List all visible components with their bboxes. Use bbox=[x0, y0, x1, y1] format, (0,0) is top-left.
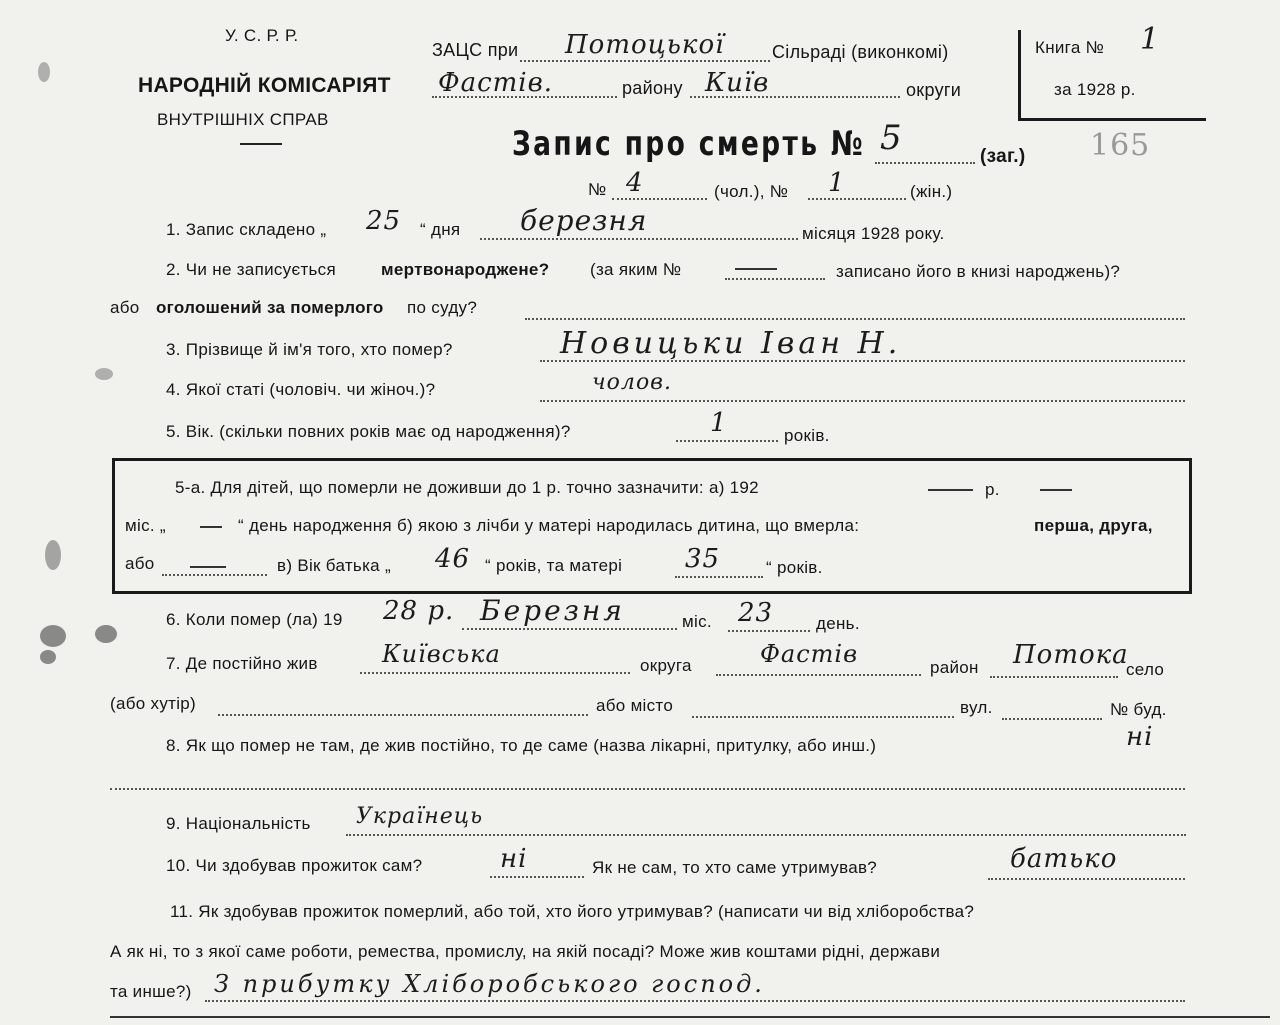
ink-smudge bbox=[40, 650, 56, 664]
item10-supporter-handwritten: батько bbox=[1010, 844, 1118, 874]
item7b-khutir-line bbox=[218, 714, 588, 716]
item2b-suffix: по суду? bbox=[407, 298, 478, 317]
okruh-line bbox=[690, 96, 900, 98]
item2-suffix: записано його в книзі народжень)? bbox=[836, 262, 1121, 281]
record-number-line bbox=[875, 162, 975, 164]
item7-village-handwritten: Потока bbox=[1013, 640, 1129, 670]
item7-raion-handwritten: Фастів bbox=[760, 640, 859, 668]
item5a-line1: 5-а. Для дітей, що померли не доживши до 1 р. точно зазначити: а) 192 bbox=[175, 478, 759, 497]
item7-village-line bbox=[990, 676, 1118, 678]
item8-label: 8. Як що помер не там, де жив постійно, то де саме (назва лікарні, притулку, або инш.) bbox=[166, 736, 877, 755]
item7-raion-line bbox=[716, 674, 921, 676]
item2-prefix: 2. Чи не записується bbox=[166, 260, 336, 279]
item11-line3: та инше?) bbox=[110, 982, 192, 1001]
header-internal-affairs: ВНУТРІШНІХ СПРАВ bbox=[157, 110, 329, 129]
item7b-street: вул. bbox=[960, 698, 993, 717]
ink-smudge bbox=[95, 368, 113, 380]
book-year: за 1928 р. bbox=[1054, 80, 1136, 99]
item6-month-handwritten: Березня bbox=[480, 594, 625, 627]
item9-label: 9. Національність bbox=[166, 814, 311, 833]
record-number-handwritten: 5 bbox=[880, 118, 903, 158]
female-count-handwritten: 1 bbox=[828, 168, 846, 198]
item7b-city: або місто bbox=[596, 696, 674, 715]
zags-prefix: ЗАЦС при bbox=[432, 40, 519, 60]
header-commissariat: НАРОДНІЙ КОМІСАРІЯТ bbox=[138, 74, 391, 97]
item1-prefix: 1. Запис складено „ bbox=[166, 220, 327, 239]
item7-prefix: 7. Де постійно жив bbox=[166, 654, 318, 673]
male-count-handwritten: 4 bbox=[626, 168, 644, 198]
item6-year-handwritten: 28 р. bbox=[383, 596, 455, 626]
zags-line bbox=[520, 60, 770, 62]
item5a-mother-line bbox=[675, 576, 763, 578]
item3-label: 3. Прізвище й ім'я того, хто помер? bbox=[166, 340, 453, 359]
item9-nationality-handwritten: Українець bbox=[356, 804, 484, 829]
ink-smudge bbox=[40, 625, 66, 647]
record-suffix: (заг.) bbox=[980, 146, 1026, 167]
book-number-handwritten: 1 bbox=[1140, 22, 1161, 57]
item5a-month-label: міс. „ bbox=[125, 516, 166, 535]
item5a-father-label: в) Вік батька „ bbox=[277, 556, 391, 575]
item2-dash bbox=[735, 268, 777, 270]
raion-handwritten: Фастів. bbox=[438, 68, 554, 98]
item10-self-handwritten: ні bbox=[500, 844, 528, 874]
item5a-or-dash bbox=[190, 566, 226, 568]
item10-mid: Як не сам, то хто саме утримував? bbox=[592, 858, 878, 877]
item11-line2: А як ні, то з якої саме роботи, ремества, промислу, на якій посаді? Може жив коштами рідні, держави bbox=[110, 942, 941, 961]
item11-line bbox=[205, 1000, 1185, 1002]
item1-day-label: “ дня bbox=[420, 220, 461, 239]
male-line bbox=[612, 198, 707, 200]
item5-age-handwritten: 1 bbox=[710, 408, 728, 438]
item7-village-label: село bbox=[1126, 660, 1165, 679]
item1-month-handwritten: березня bbox=[520, 204, 648, 237]
item5a-years-mother: “ років, та матері bbox=[485, 556, 623, 575]
item7-raion-label: район bbox=[930, 658, 979, 677]
item7b-khutir: (або хутір) bbox=[110, 694, 197, 713]
ink-smudge bbox=[45, 540, 61, 570]
bottom-rule bbox=[110, 1016, 1270, 1018]
item1-suffix: місяця 1928 року. bbox=[802, 224, 945, 243]
record-title: Запис про смерть № bbox=[512, 124, 866, 164]
male-label: № bbox=[588, 180, 607, 199]
item6-month-line bbox=[462, 628, 677, 630]
item6-day-handwritten: 23 bbox=[738, 598, 774, 628]
book-label: Книга № bbox=[1035, 38, 1105, 57]
item5a-year-dash bbox=[928, 489, 973, 491]
item5a-or: або bbox=[125, 554, 155, 573]
item1-month-line bbox=[480, 238, 798, 240]
raion-label: району bbox=[622, 78, 683, 98]
raion-line bbox=[432, 96, 617, 98]
header-ussr: У. С. Р. Р. bbox=[225, 26, 299, 45]
okruh-label: округи bbox=[906, 80, 962, 100]
item3-name-handwritten: Новицьки Іван Н. bbox=[560, 326, 902, 361]
item7b-city-line bbox=[692, 716, 954, 718]
item9-line bbox=[346, 834, 1186, 836]
item1-day-handwritten: 25 bbox=[366, 206, 402, 236]
item10-label: 10. Чи здобував прожиток сам? bbox=[166, 856, 423, 875]
item5a-line2: “ день народження б) якою з лічби у матері народилась дитина, що вмерла: bbox=[238, 516, 860, 535]
margin-note: 165 bbox=[1090, 128, 1151, 163]
item11-line1: 11. Як здобував прожиток померлий, або той, хто його утримував? (написати чи від хліборобства? bbox=[170, 902, 975, 921]
item5-line bbox=[676, 440, 778, 442]
item5a-father-age-handwritten: 46 bbox=[435, 544, 471, 574]
item6-prefix: 6. Коли помер (ла) 19 bbox=[166, 610, 343, 629]
item3-line bbox=[540, 360, 1185, 362]
item2b-line bbox=[525, 318, 1185, 320]
item6-suffix: день. bbox=[816, 614, 860, 633]
female-suffix: (жін.) bbox=[910, 182, 953, 201]
item4-sex-handwritten: чолов. bbox=[592, 370, 672, 395]
item4-label: 4. Якої статі (чоловіч. чи жіноч.)? bbox=[166, 380, 436, 399]
item8-line bbox=[110, 788, 1185, 790]
ink-smudge bbox=[95, 625, 117, 643]
item5a-year-suffix: р. bbox=[985, 480, 1000, 499]
item7-okruh-line bbox=[360, 672, 630, 674]
item5a-birth-order: перша, друга, bbox=[1034, 516, 1153, 535]
ink-smudge bbox=[38, 62, 50, 82]
item7b-house: № буд. bbox=[1110, 700, 1167, 719]
item2-which: (за яким № bbox=[590, 260, 682, 279]
item7b-street-line bbox=[1002, 718, 1102, 720]
item5a-month-dash bbox=[1040, 489, 1072, 491]
item8-handwritten: ні bbox=[1126, 722, 1154, 752]
header-divider bbox=[240, 143, 282, 145]
item2b-prefix: або bbox=[110, 298, 140, 317]
zags-suffix: Сільраді (виконкомі) bbox=[772, 42, 949, 62]
item6-day-line bbox=[728, 630, 810, 632]
item5-label: 5. Вік. (скільки повних років має од народження)? bbox=[166, 422, 571, 441]
item5a-suffix: “ років. bbox=[766, 558, 823, 577]
item7-okruh-label: округа bbox=[640, 656, 692, 675]
item5a-mother-age-handwritten: 35 bbox=[685, 544, 721, 574]
male-suffix: (чол.), № bbox=[714, 182, 789, 201]
item5-suffix: років. bbox=[784, 426, 830, 445]
female-line bbox=[808, 198, 906, 200]
item10-supporter-line bbox=[988, 878, 1185, 880]
item11-occupation-handwritten: З прибутку Хліборобського господ. bbox=[214, 970, 765, 998]
okruh-handwritten: Київ bbox=[705, 68, 770, 98]
item4-line bbox=[540, 400, 1185, 402]
item10-self-line bbox=[490, 876, 584, 878]
item2b-declared-dead: оголошений за померлого bbox=[156, 298, 384, 317]
item2-line bbox=[725, 278, 825, 280]
item5a-or-line bbox=[162, 574, 267, 576]
item6-month-label: міс. bbox=[682, 612, 712, 631]
item2-stillborn: мертвонароджене? bbox=[381, 260, 550, 279]
item5a-day-dash bbox=[200, 526, 222, 528]
zags-council-handwritten: Потоцької bbox=[565, 30, 725, 60]
item7-okruh-handwritten: Київська bbox=[382, 640, 501, 668]
